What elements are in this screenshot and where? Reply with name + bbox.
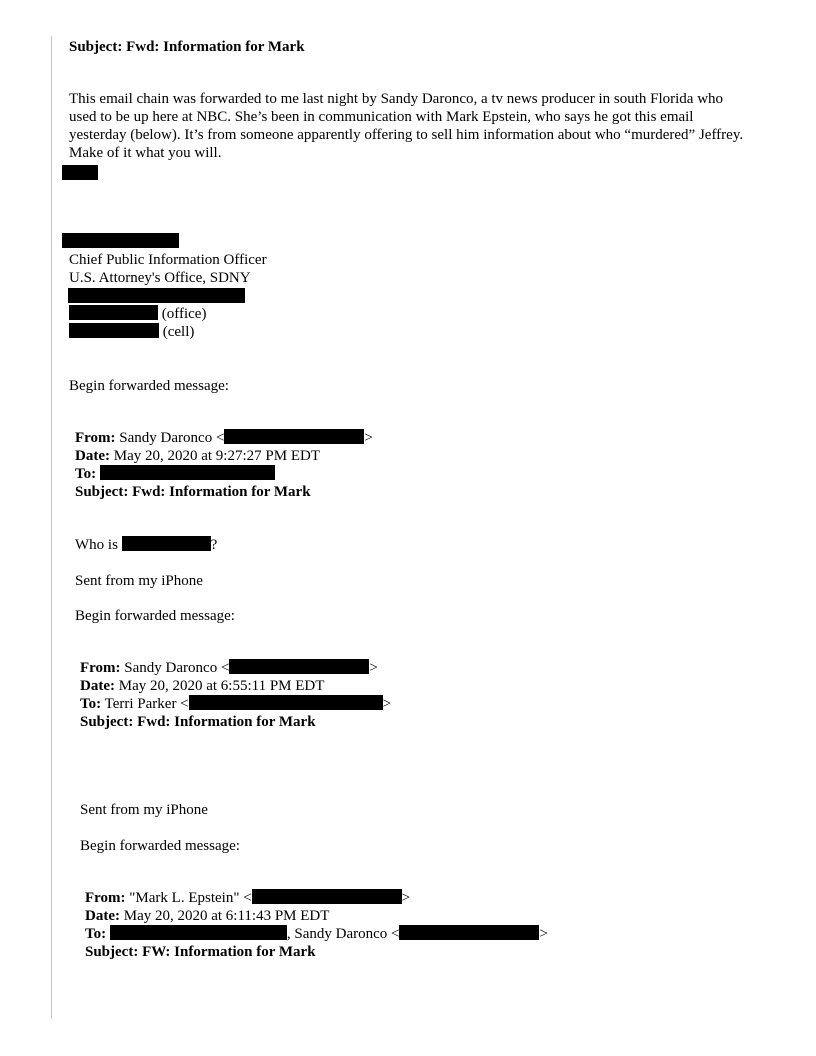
- fwd2-from-line: From: Sandy Daronco < >: [80, 660, 378, 676]
- signature-office-phone: (office): [69, 305, 206, 323]
- signature-office: U.S. Attorney's Office, SDNY: [69, 270, 251, 286]
- redaction-email: [399, 925, 539, 940]
- redaction-block: [62, 165, 98, 180]
- fwd2-subject: Subject: Fwd: Information for Mark: [80, 714, 316, 730]
- signature-title: Chief Public Information Officer: [69, 252, 267, 268]
- redaction-office-phone: [69, 305, 158, 320]
- redaction-sender-name: [62, 233, 179, 248]
- fwd1-to-line: To:: [75, 465, 275, 483]
- redaction-recipient: [110, 925, 287, 940]
- fwd3-subject: Subject: FW: Information for Mark: [85, 944, 316, 960]
- fwd3-to-line: To: , Sandy Daronco < >: [85, 926, 548, 942]
- begin-forwarded-3: Begin forwarded message:: [80, 838, 240, 854]
- email-subject: Subject: Fwd: Information for Mark: [69, 39, 305, 55]
- redaction-recipient: [100, 465, 275, 480]
- fwd2-to-line: To: Terri Parker < >: [80, 696, 392, 712]
- fwd3-from-line: From: "Mark L. Epstein" < >: [85, 890, 411, 906]
- sent-from-iphone-1: Sent from my iPhone: [75, 573, 203, 589]
- fwd2-date-line: Date: May 20, 2020 at 6:55:11 PM EDT: [80, 678, 325, 694]
- fwd1-date-line: Date: May 20, 2020 at 9:27:27 PM EDT: [75, 448, 320, 464]
- fwd1-from-line: From: Sandy Daronco < >: [75, 430, 373, 446]
- redaction-email: [189, 695, 383, 710]
- fwd3-date-line: Date: May 20, 2020 at 6:11:43 PM EDT: [85, 908, 330, 924]
- fwd1-subject: Subject: Fwd: Information for Mark: [75, 484, 311, 500]
- begin-forwarded-2: Begin forwarded message:: [75, 608, 235, 624]
- redaction-name: [122, 536, 211, 551]
- left-margin-rule: [51, 36, 52, 1019]
- redaction-cell-phone: [69, 323, 159, 338]
- intro-paragraph: This email chain was forwarded to me last night by Sandy Daronco, a tv news producer in south Florida who used to be up here at NBC. She’s been in communication with Mark Epstein, who says he got this email yesterday (below). It’s from someone apparently offering to sell him information about who “murdered” Jeffrey. Make of it what you will.: [69, 91, 744, 161]
- redaction-email: [252, 889, 402, 904]
- redaction-address: [68, 288, 245, 303]
- sent-from-iphone-2: Sent from my iPhone: [80, 802, 208, 818]
- begin-forwarded-1: Begin forwarded message:: [69, 378, 229, 394]
- redaction-email: [224, 429, 364, 444]
- who-is-line: Who is ?: [75, 537, 218, 553]
- signature-cell-phone: (cell): [69, 323, 194, 341]
- redaction-email: [229, 659, 369, 674]
